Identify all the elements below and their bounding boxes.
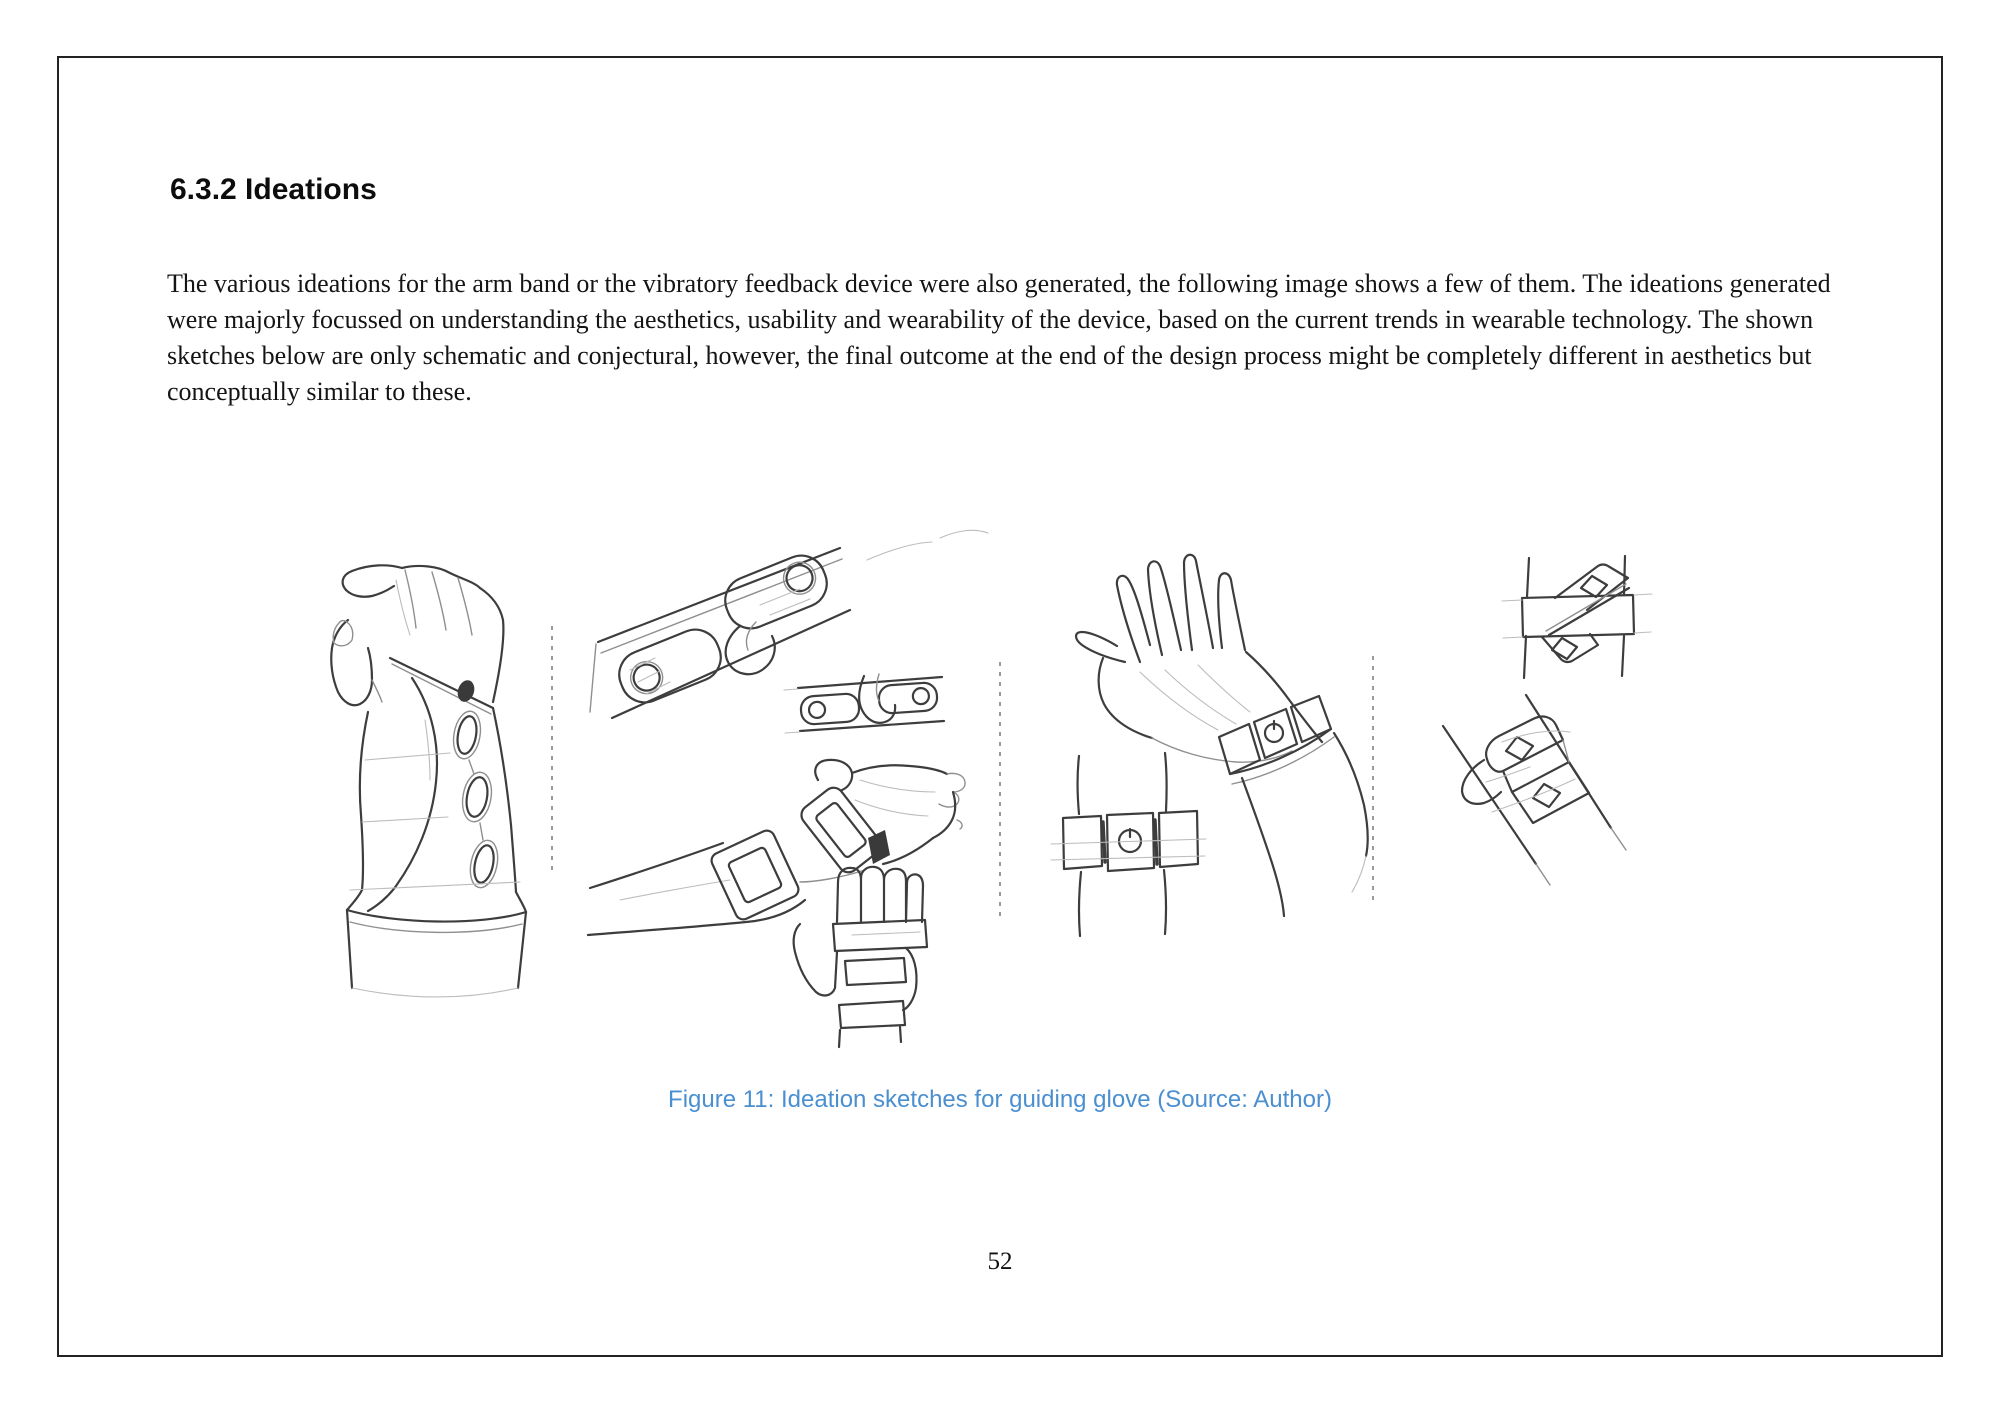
page-number: 52 — [987, 1248, 1013, 1275]
sketch-panel-forearm-brace — [331, 565, 526, 997]
section-heading: 6.3.2 Ideations — [170, 173, 377, 206]
figure-caption: Figure 11: Ideation sketches for guiding glove (Source: Author) — [668, 1086, 1332, 1113]
power-icon — [1265, 721, 1283, 742]
fist-band-sketch — [794, 867, 927, 1047]
clasp-tab-right — [718, 548, 834, 635]
power-icon-flat — [1119, 829, 1141, 852]
sketch-panel-strap-clasp — [588, 530, 988, 1047]
brace-module-ellipses — [450, 709, 502, 890]
figure-image — [200, 430, 1700, 1080]
body-paragraph: The various ideations for the arm band or the vibratory feedback device were also generated, the following image shows a few of them. The ideations generated were majorly focussed on understanding the aesthetics, usability and wearability of the device, based on the current trends in wearable technology. The shown sketches below are only schematic and conjectural, however, the final outcome at the end of the design process might be completely different in aesthetics but conceptually similar to these. — [167, 269, 1831, 406]
brace-dark-button — [455, 678, 477, 704]
sketch-panel-diagonal-band — [1443, 556, 1652, 885]
flat-band-detail — [1051, 753, 1206, 936]
small-clasp-tab-right — [878, 682, 938, 714]
small-clasp-tab-left — [800, 693, 860, 725]
clasp-tab-left — [612, 622, 728, 709]
wrist-strap-buckle — [797, 784, 884, 877]
figure-sketches — [200, 430, 1700, 1080]
wristband-segments — [1219, 696, 1334, 784]
sketch-panel-open-hand-wristband — [1051, 555, 1368, 936]
